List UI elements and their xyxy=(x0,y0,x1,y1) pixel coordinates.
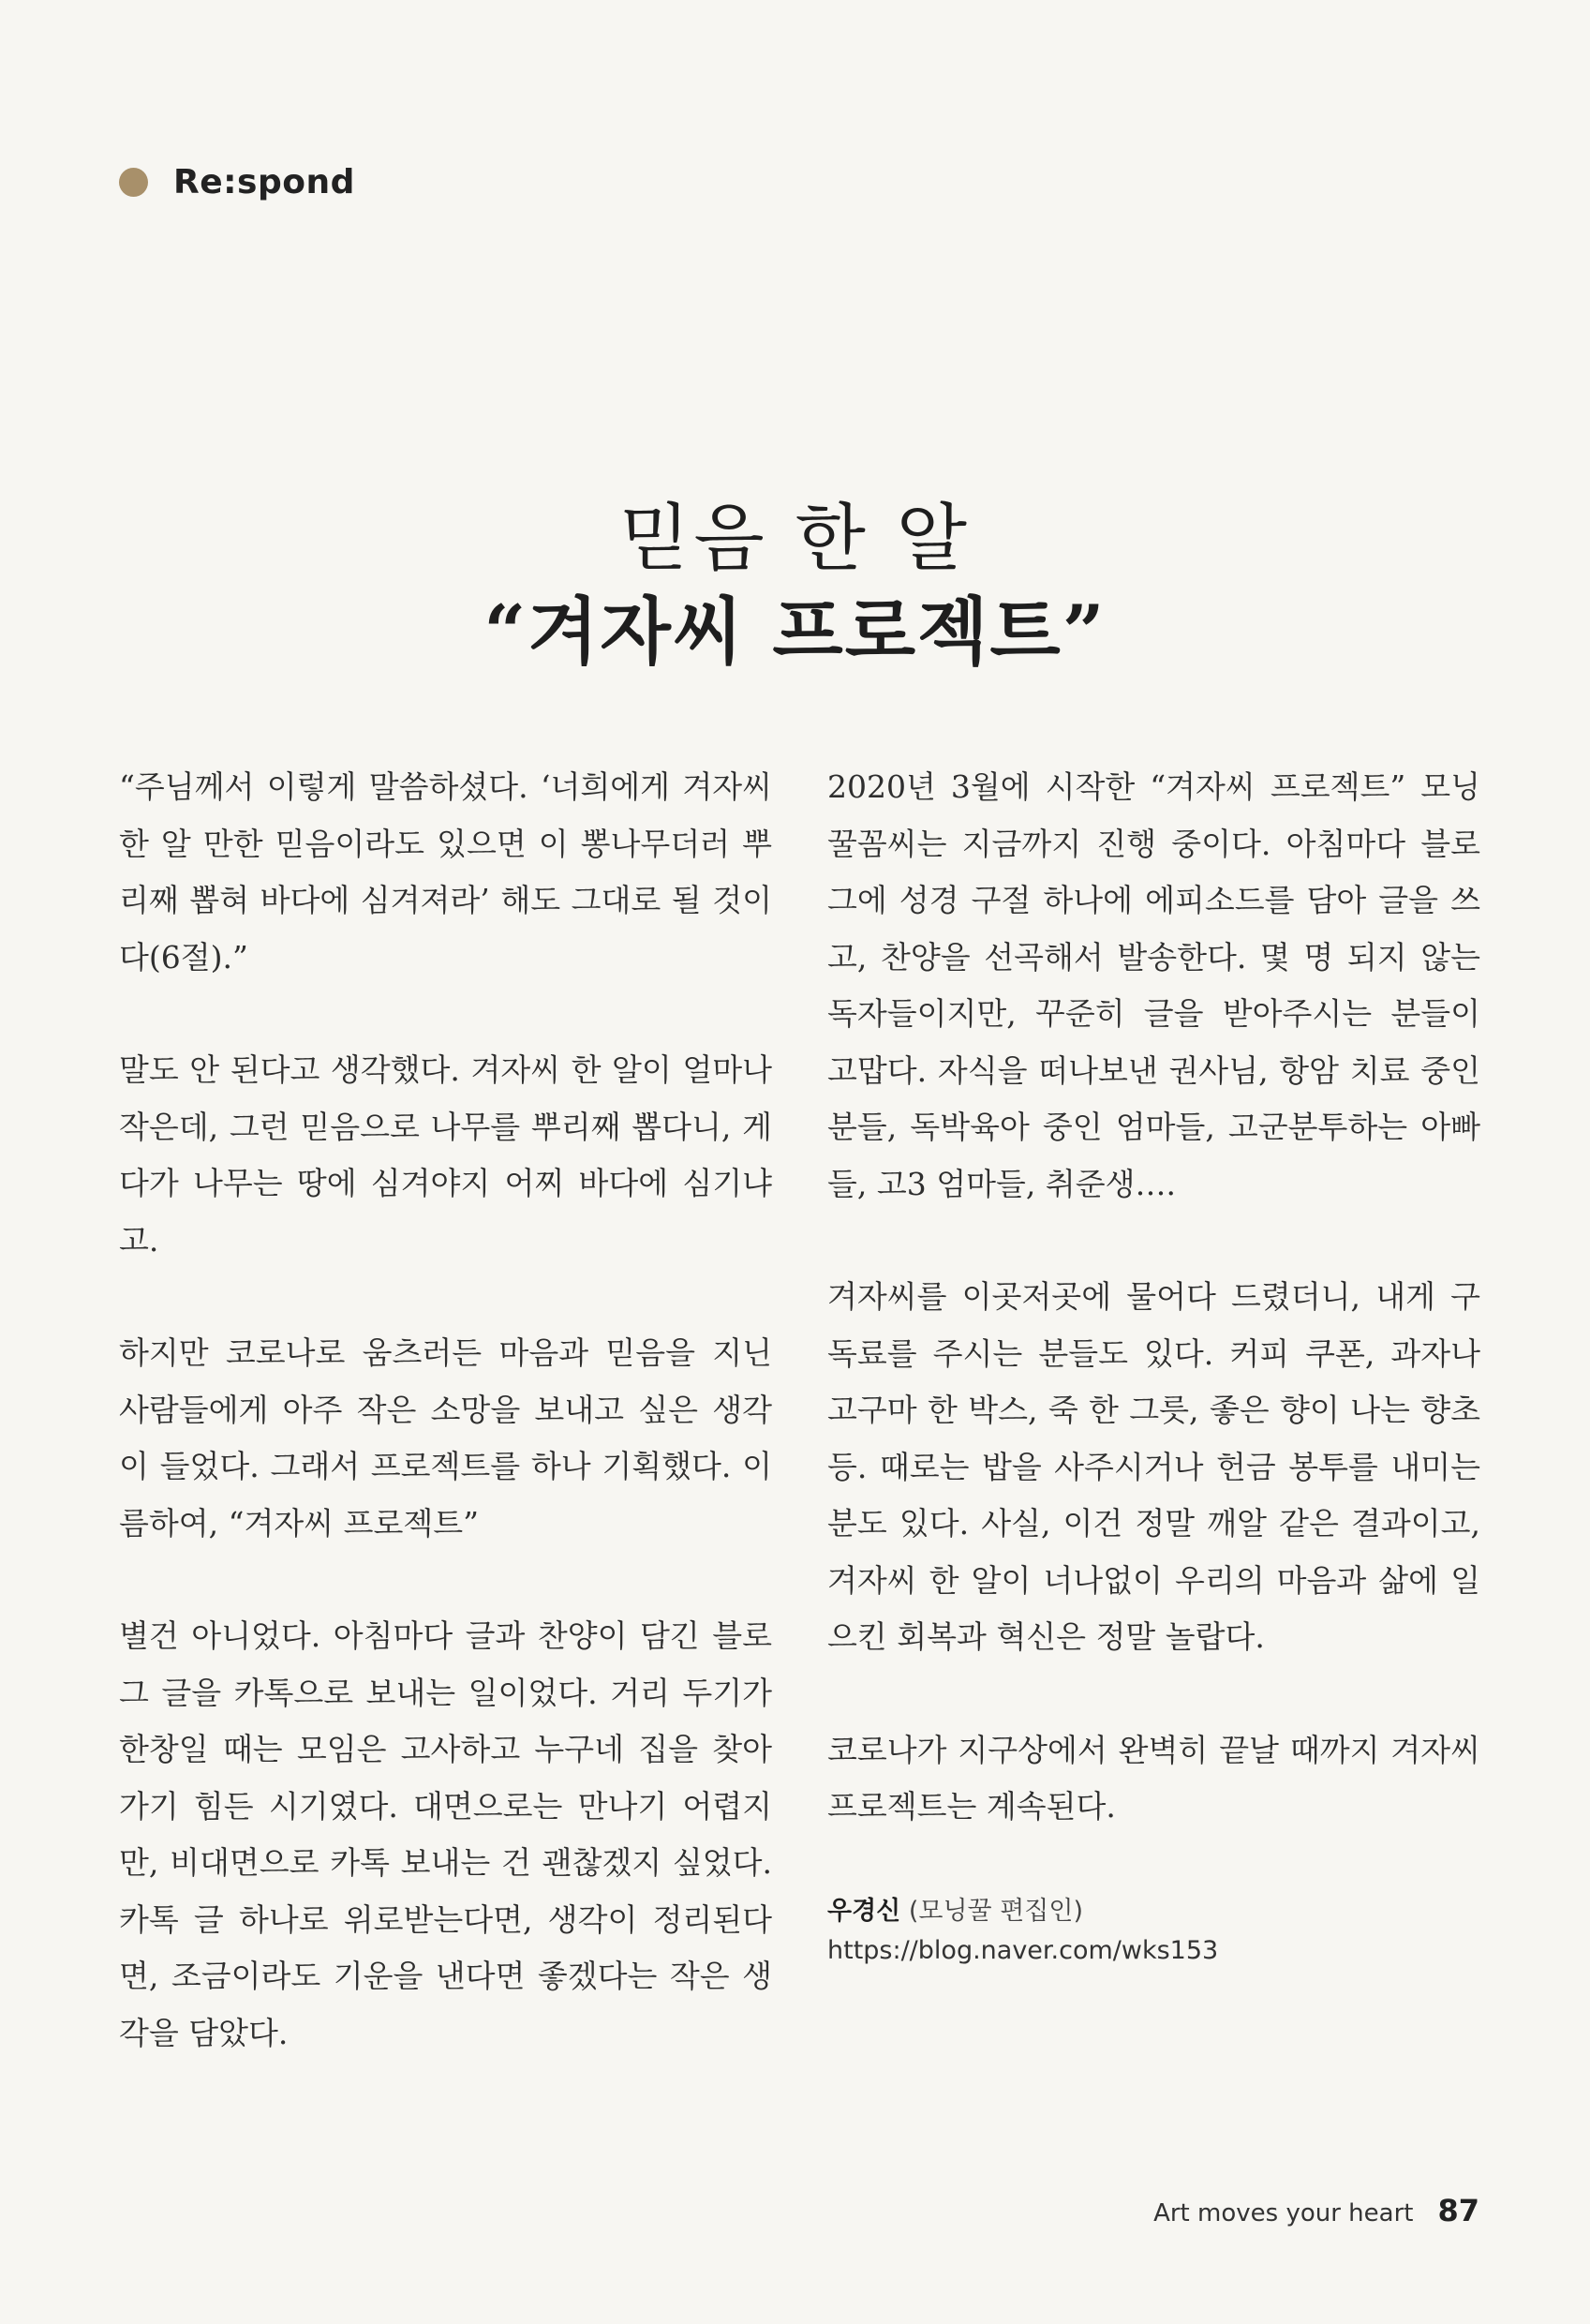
section-tag xyxy=(119,159,355,204)
author-name: 우경신 xyxy=(827,1896,901,1926)
page-number: 87 xyxy=(1437,2193,1479,2228)
author-url[interactable]: https://blog.naver.com/wks153 xyxy=(827,1935,1219,1965)
paragraph: 겨자씨를 이곳저곳에 물어다 드렸더니, 내게 구독료를 주시는 분들도 있다. 커피 쿠폰, 과자나 고구마 한 박스, 죽 한 그릇, 좋은 향이 나는 향초 등. 때로는 밥을 사주시거나 헌금 봉투를 내미는 분도 있다. 사실, 이건 정말 깨알 같은 결과이고, 겨자씨 한 알이 너나없이 우리의 마음과 삶에 일으킨 회복과 혁신은 정말 놀랍다. xyxy=(827,1278,1480,1655)
right-column xyxy=(827,759,1480,1971)
title-line-2: “겨자씨 프로젝트” xyxy=(483,589,1107,675)
paragraph: 코로나가 지구상에서 완벽히 끝날 때까지 겨자씨 프로젝트는 계속된다. xyxy=(827,1731,1480,1825)
paragraph: 별건 아니었다. 아침마다 글과 찬양이 담긴 블로그 글을 카톡으로 보내는 일이었다. 거리 두기가 한창일 때는 모임은 고사하고 누구네 집을 찾아가기 힘든 시기였다. 대면으로는 만나기 어렵지만, 비대면으로 카톡 보내는 건 괜찮겠지 싶었다. 카톡 글 하나로 위로받는다면, 생각이 정리된다면, 조금이라도 기운을 낸다면 좋겠다는 작은 생각을 담았다. xyxy=(119,1617,772,2051)
section-label: Re:spond xyxy=(173,162,355,201)
footer-tagline: Art moves your heart xyxy=(1153,2199,1414,2227)
paragraph: 2020년 3월에 시작한 “겨자씨 프로젝트” 모닝꿀꼼씨는 지금까지 진행 중이다. 아침마다 블로그에 성경 구절 하나에 에피소드를 담아 글을 쓰고, 찬양을 선곡해서 발송한다. 몇 명 되지 않는 독자들이지만, 꾸준히 글을 받아주시는 분들이 고맙다. 자식을 떠나보낸 권사님, 항암 치료 중인 분들, 독박육아 중인 엄마들, 고군분투하는 아빠들, 고3 엄마들, 취준생…. xyxy=(827,768,1480,1202)
page-footer xyxy=(1153,2193,1479,2228)
title-line-1: 믿음 한 알 xyxy=(619,497,971,581)
paragraph: “주님께서 이렇게 말씀하셨다. ‘너희에게 겨자씨 한 알 만한 믿음이라도 있으면 이 뽕나무더러 뿌리째 뽑혀 바다에 심겨져라’ 해도 그대로 될 것이다(6절).” xyxy=(119,768,772,976)
author-byline xyxy=(827,1892,1480,1971)
paragraph: 말도 안 된다고 생각했다. 겨자씨 한 알이 얼마나 작은데, 그런 믿음으로 나무를 뿌리째 뽑다니, 게다가 나무는 땅에 심겨야지 어찌 바다에 심기냐고. xyxy=(119,1051,772,1259)
article-title xyxy=(0,492,1590,679)
section-dot-icon xyxy=(119,168,148,197)
author-role: (모닝꿀 편집인) xyxy=(908,1896,1083,1926)
paragraph: 하지만 코로나로 움츠러든 마음과 믿음을 지닌 사람들에게 아주 작은 소망을 보내고 싶은 생각이 들었다. 그래서 프로젝트를 하나 기획했다. 이름하여, “겨자씨 프로젝트” xyxy=(119,1334,772,1542)
left-column xyxy=(119,759,772,2118)
